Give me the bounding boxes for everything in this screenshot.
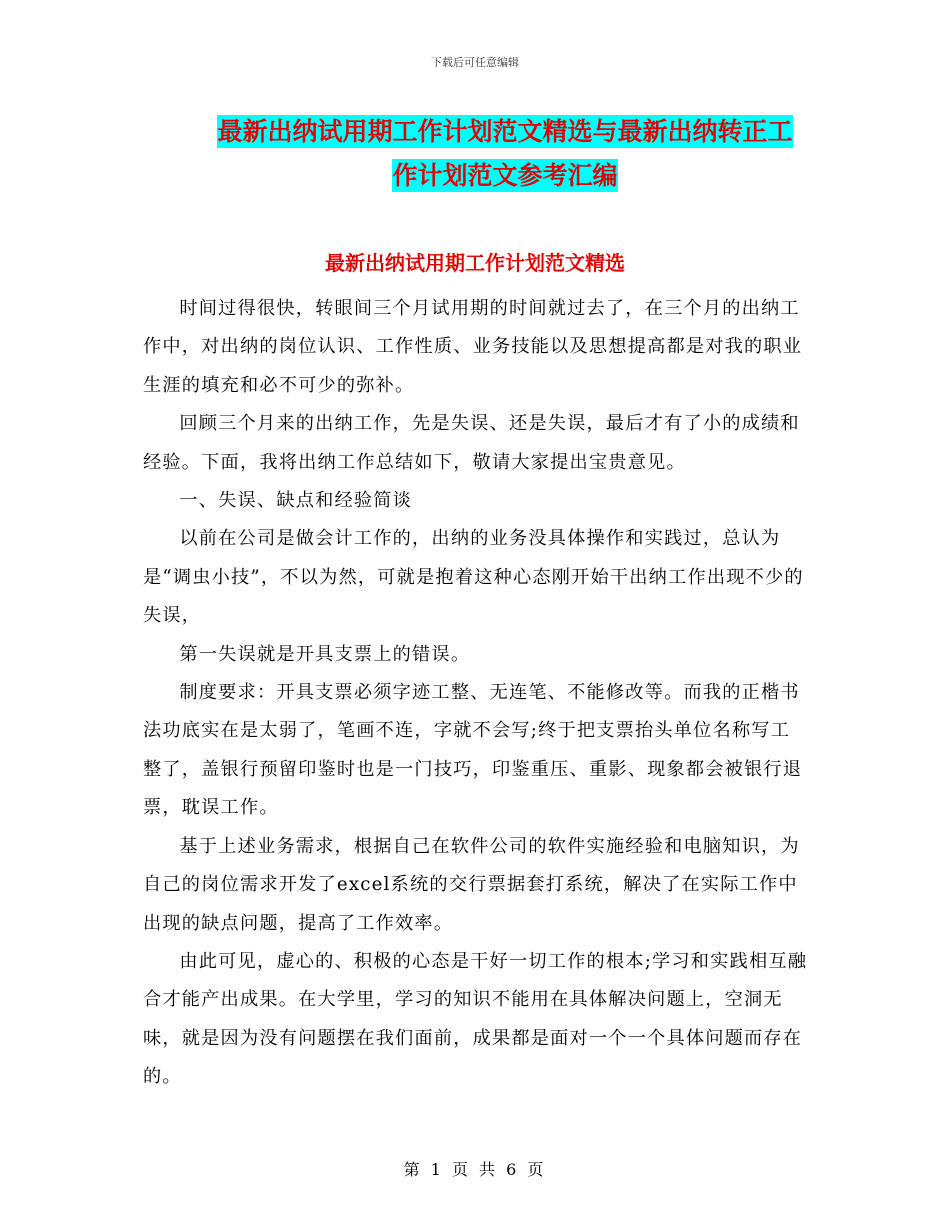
paragraph: 制度要求：开具支票必须字迹工整、无连笔、不能修改等。而我的正楷书法功底实在是太弱了，笔画不连，字就不会写;终于把支票抬头单位名称写工整了，盖银行预留印鉴时也是一门技巧，印鉴重压、重影、现象都会被银行退票，耽误工作。	[143, 682, 803, 819]
paragraph: 基于上述业务需求，根据自己在软件公司的软件实施经验和电脑知识，为自己的岗位需求开发了excel系统的交行票据套打系统，解决了在实际工作中出现的缺点问题，提高了工作效率。	[143, 835, 800, 934]
paragraph: 时间过得很快，转眼间三个月试用期的时间就过去了，在三个月的出纳工作中，对出纳的岗位认识、工作性质、业务技能以及思想提高都是对我的职业生涯的填充和必不可少的弥补。	[143, 298, 803, 396]
section-heading: 一、失误、缺点和经验简谈	[179, 490, 413, 512]
paragraph: 由此可见，虚心的、积极的心态是干好一切工作的根本;学习和实践相互融合才能产出成果。在大学里，学习的知识不能用在具体解决问题上，空洞无味，就是因为没有问题摆在我们面前，成果都是面对一个一个具体问题而存在的。	[143, 950, 808, 1088]
section-title: 最新出纳试用期工作计划范文精选	[325, 251, 625, 275]
document-title-line-1: 最新出纳试用期工作计划范文精选与最新出纳转正工	[217, 117, 793, 146]
paragraph: 以前在公司是做会计工作的，出纳的业务没具体操作和实践过，总认为是“调虫小技”，不以为然，可就是抱着这种心态刚开始干出纳工作出现不少的失误，	[143, 528, 804, 627]
document-title	[195, 110, 815, 198]
document-body	[143, 290, 808, 1097]
page-footer: 第 1 页 共 6 页	[403, 1160, 547, 1179]
paragraph: 第一失误就是开具支票上的错误。	[179, 643, 471, 665]
document-title-line-2: 作计划范文参考汇编	[392, 161, 618, 190]
page-header: 下载后可任意编辑	[431, 56, 519, 69]
paragraph: 回顾三个月来的出纳工作，先是失误、还是失误，最后才有了小的成绩和经验。下面，我将出纳工作总结如下，敬请大家提出宝贵意见。	[143, 413, 800, 473]
